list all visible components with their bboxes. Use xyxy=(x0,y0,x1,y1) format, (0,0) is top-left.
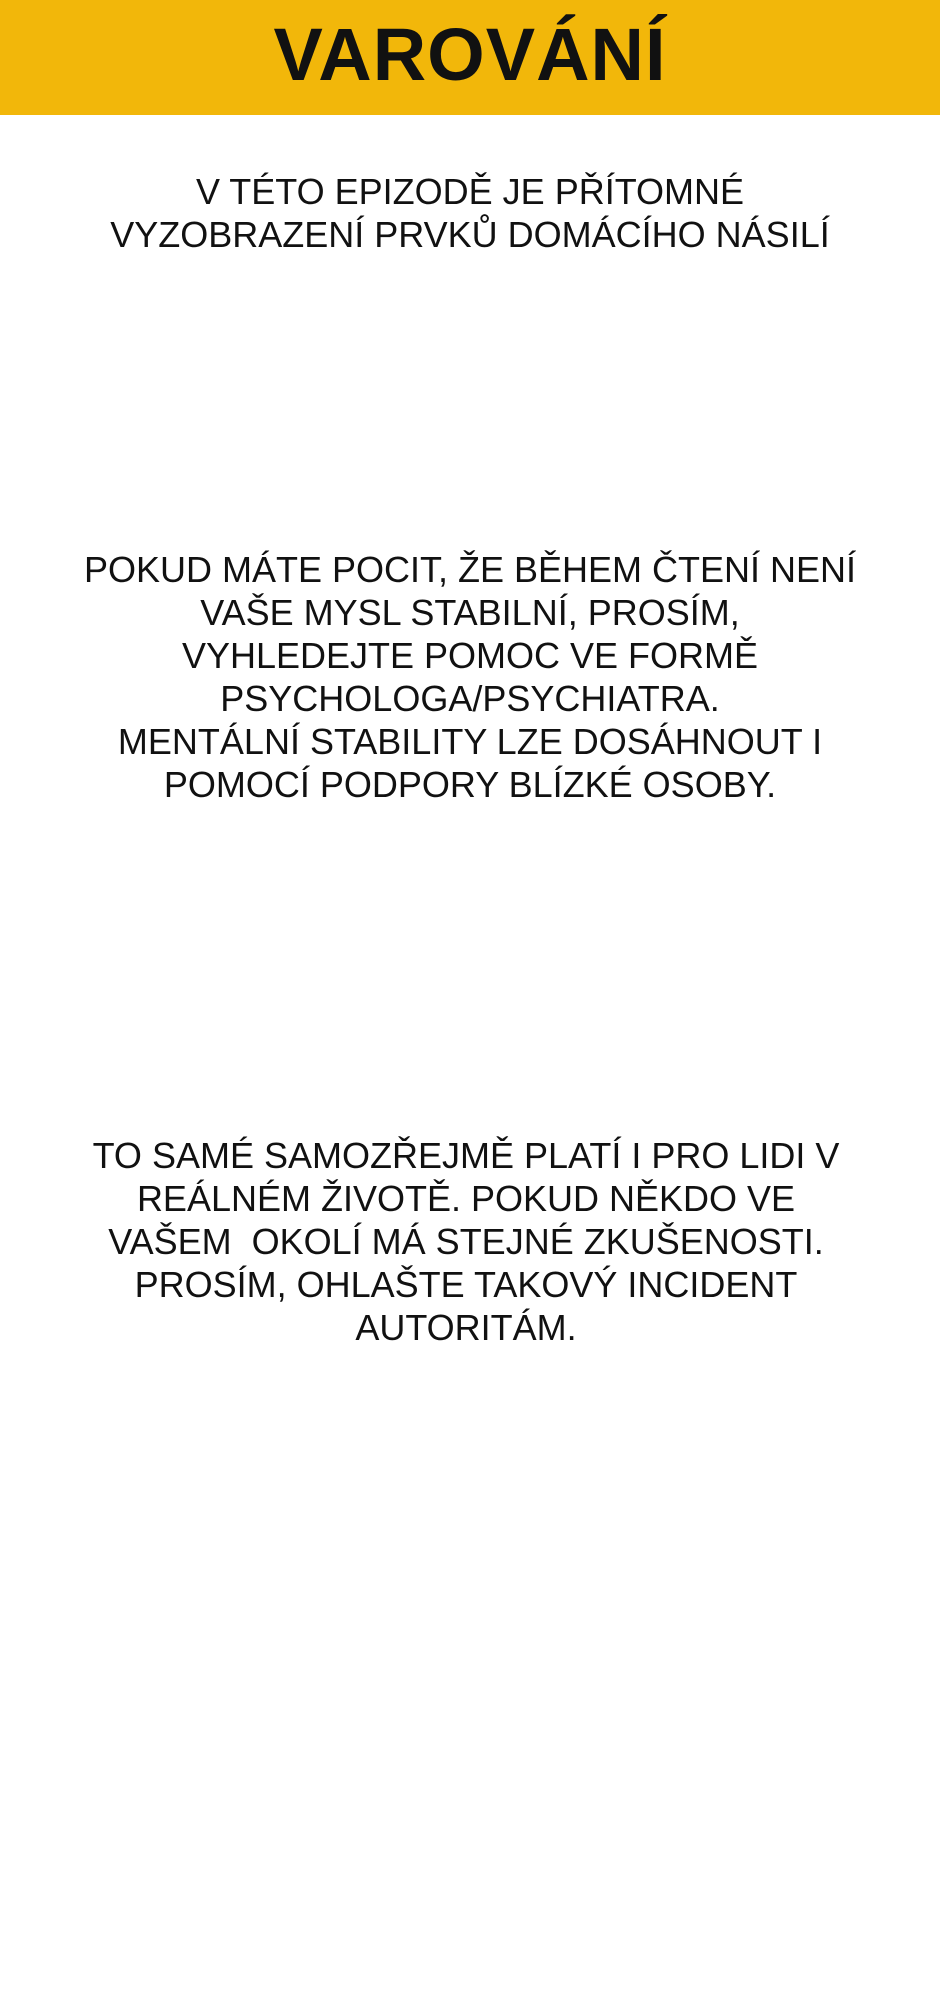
text-line: VAŠE MYSL STABILNÍ, PROSÍM, xyxy=(200,592,740,633)
report-incident-paragraph xyxy=(62,1134,870,1349)
text-line: PSYCHOLOGA/PSYCHIATRA. xyxy=(220,678,720,719)
text-line: VAŠEM OKOLÍ MÁ STEJNÉ ZKUŠENOSTI. xyxy=(108,1221,824,1262)
text-line: V TÉTO EPIZODĚ JE PŘÍTOMNÉ xyxy=(195,171,745,212)
text-line: AUTORITÁM. xyxy=(355,1307,577,1348)
text-line: MENTÁLNÍ STABILITY LZE DOSÁHNOUT I xyxy=(117,721,823,762)
warning-title: VAROVÁNÍ xyxy=(273,13,667,96)
content-warning-paragraph xyxy=(70,170,870,256)
text-line: REÁLNÉM ŽIVOTĚ. POKUD NĚKDO VE xyxy=(136,1178,796,1219)
text-line: VYZOBRAZENÍ PRVKŮ DOMÁCÍHO NÁSILÍ xyxy=(110,214,830,255)
seek-help-paragraph xyxy=(70,548,870,806)
text-line: VYHLEDEJTE POMOC VE FORMĚ xyxy=(181,635,759,676)
text-line: POKUD MÁTE POCIT, ŽE BĚHEM ČTENÍ NENÍ xyxy=(83,549,857,590)
text-line: PROSÍM, OHLAŠTE TAKOVÝ INCIDENT xyxy=(134,1264,798,1305)
warning-banner xyxy=(0,0,940,115)
text-line: TO SAMÉ SAMOZŘEJMĚ PLATÍ I PRO LIDI V xyxy=(92,1135,840,1176)
text-line: POMOCÍ PODPORY BLÍZKÉ OSOBY. xyxy=(163,764,777,805)
